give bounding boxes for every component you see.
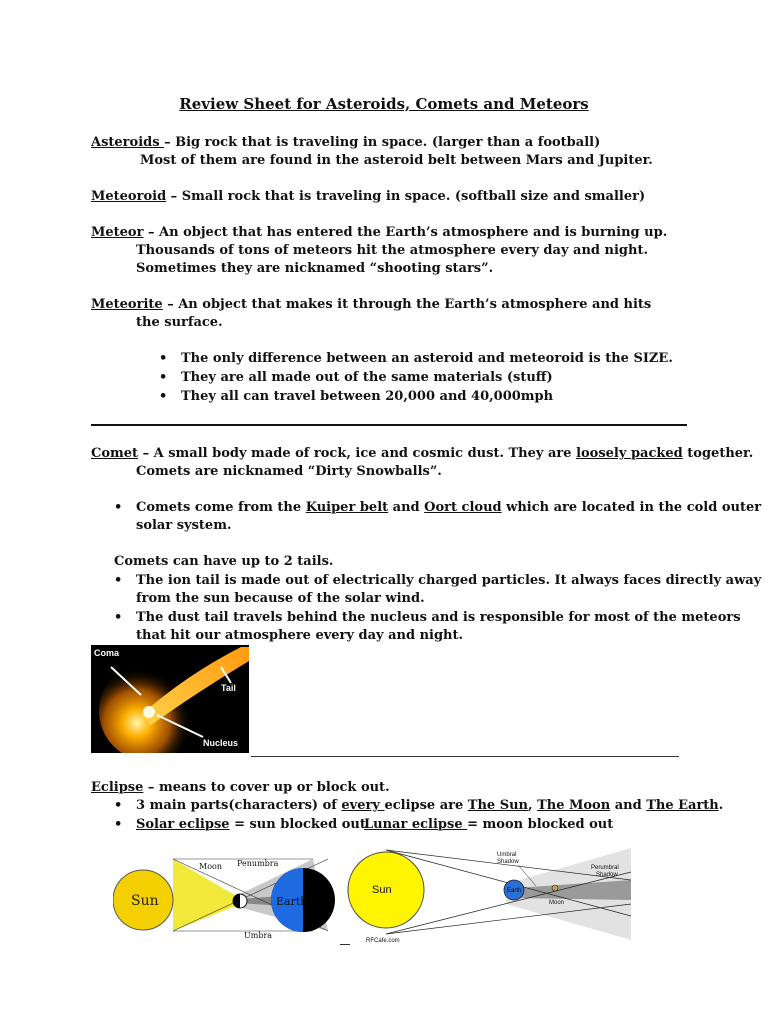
comet-bullet-origin — [136, 499, 761, 517]
origin-pre: Comets come from the — [136, 500, 306, 515]
meteoroid-def: – Small rock that is traveling in space. (softball size and smaller) — [166, 189, 646, 204]
parts-mid: eclipse are — [384, 798, 468, 813]
parts-end: . — [718, 798, 724, 813]
ion-tail-bullet: • The ion tail is made out of electrically charged particles. It always faces directly away — [136, 572, 761, 590]
solar-eclipse-bullet — [136, 816, 366, 834]
coma-label: Coma — [94, 648, 120, 658]
bullet-materials: • They are all made out of the same materials (stuff) — [181, 369, 553, 387]
page-title: Review Sheet for Asteroids, Comets and Meteors — [179, 95, 589, 113]
ion-tail-line2: from the sun because of the solar wind. — [136, 591, 425, 606]
umbra-label: Umbra — [244, 931, 273, 940]
origin-post: which are located in the cold outer — [501, 500, 762, 515]
lunar-sun-label: Sun — [372, 884, 392, 896]
meteor-term: Meteor — [91, 225, 144, 240]
asteroids-def: – Big rock that is traveling in space. (larger than a football) — [164, 135, 601, 150]
lunar-moon-shape — [552, 885, 558, 891]
eclipse-line — [91, 779, 390, 797]
parts-earth: The Earth — [646, 798, 719, 813]
eclipse-parts-bullet — [136, 797, 723, 815]
solar-eclipse-def: = sun blocked out — [229, 817, 366, 832]
meteorite-line2: the surface. — [136, 315, 223, 330]
section-divider — [91, 424, 687, 426]
dust-tail-bullet: • The dust tail travels behind the nucleus and is responsible for most of the meteors — [136, 609, 741, 627]
nucleus-shape — [143, 706, 155, 718]
comet-line — [91, 445, 753, 463]
comet-diagram — [91, 645, 249, 753]
sun-label: Sun — [131, 893, 159, 909]
lunar-earth-label: Earth — [507, 888, 522, 894]
comet-def: – A small body made of rock, ice and cosmic dust. They are — [138, 446, 577, 461]
earth-label: Earth — [276, 895, 308, 908]
umbral-label: Umbral — [497, 852, 517, 858]
tail-label: Tail — [221, 683, 236, 693]
oort-cloud: Oort cloud — [424, 500, 502, 515]
meteor-line2: Thousands of tons of meteors hit the atmosphere every day and night. — [136, 243, 648, 258]
comet-term: Comet — [91, 446, 139, 461]
eclipse-term: Eclipse — [91, 780, 144, 795]
parts-moon: The Moon — [537, 798, 611, 813]
bullet-size: • The only difference between an asteroid and meteoroid is the SIZE. — [181, 350, 673, 368]
meteor-line3: Sometimes they are nicknamed “shooting stars”. — [136, 261, 494, 276]
perumbral-label: Perumbral — [591, 865, 619, 871]
rfcafe-credit: RFCafe.com — [366, 938, 400, 944]
meteoroid-term: Meteoroid — [91, 189, 167, 204]
lunar-eclipse-line — [364, 816, 613, 834]
parts-comma: , — [528, 798, 538, 813]
solar-eclipse-diagram — [113, 845, 338, 945]
lunar-eclipse-term: Lunar eclipse — [364, 817, 468, 832]
comet-def-end: together. — [682, 446, 754, 461]
umbral-shadow-label: Shadow — [497, 859, 519, 865]
nucleus-label: Nucleus — [203, 738, 239, 748]
meteor-line — [91, 224, 667, 242]
lunar-eclipse-def: = moon blocked out — [467, 817, 614, 832]
comet-bullet-origin-line2: solar system. — [136, 518, 232, 533]
asteroids-term: Asteroids — [91, 135, 165, 150]
kuiper-belt: Kuiper belt — [305, 500, 389, 515]
penumbra-label: Penumbra — [237, 859, 279, 868]
perumbral-shadow-label: Shadow — [596, 872, 618, 878]
meteorite-term: Meteorite — [91, 297, 163, 312]
dash-mark — [340, 944, 350, 945]
origin-mid: and — [388, 500, 425, 515]
meteor-def: – An object that has entered the Earth’s atmosphere and is burning up. — [143, 225, 668, 240]
solar-eclipse-term: Solar eclipse — [136, 817, 230, 832]
parts-pre: 3 main parts(characters) of — [136, 798, 342, 813]
eclipse-def: – means to cover up or block out. — [143, 780, 390, 795]
comet-tails: Comets can have up to 2 tails. — [114, 554, 334, 569]
lunar-eclipse-diagram — [346, 842, 636, 946]
parts-and: and — [610, 798, 647, 813]
lunar-moon-label: Moon — [549, 900, 565, 906]
moon-label: Moon — [199, 862, 222, 871]
asteroids-line2: Most of them are found in the asteroid belt between Mars and Jupiter. — [140, 153, 653, 168]
asteroids-line — [91, 134, 600, 152]
comet-line2: Comets are nicknamed “Dirty Snowballs”. — [136, 464, 442, 479]
comet-def-underlined: loosely packed — [576, 446, 683, 461]
meteorite-line — [91, 296, 651, 314]
meteorite-def: – An object that makes it through the Earth’s atmosphere and hits — [162, 297, 652, 312]
dust-tail-line2: that hit our atmosphere every day and night. — [136, 628, 464, 643]
parts-sun: The Sun — [467, 798, 528, 813]
meteoroid-line — [91, 188, 645, 206]
comet-underline — [251, 756, 679, 757]
bullet-speed: • They all can travel between 20,000 and 40,000mph — [181, 388, 553, 406]
parts-every: every — [341, 798, 385, 813]
